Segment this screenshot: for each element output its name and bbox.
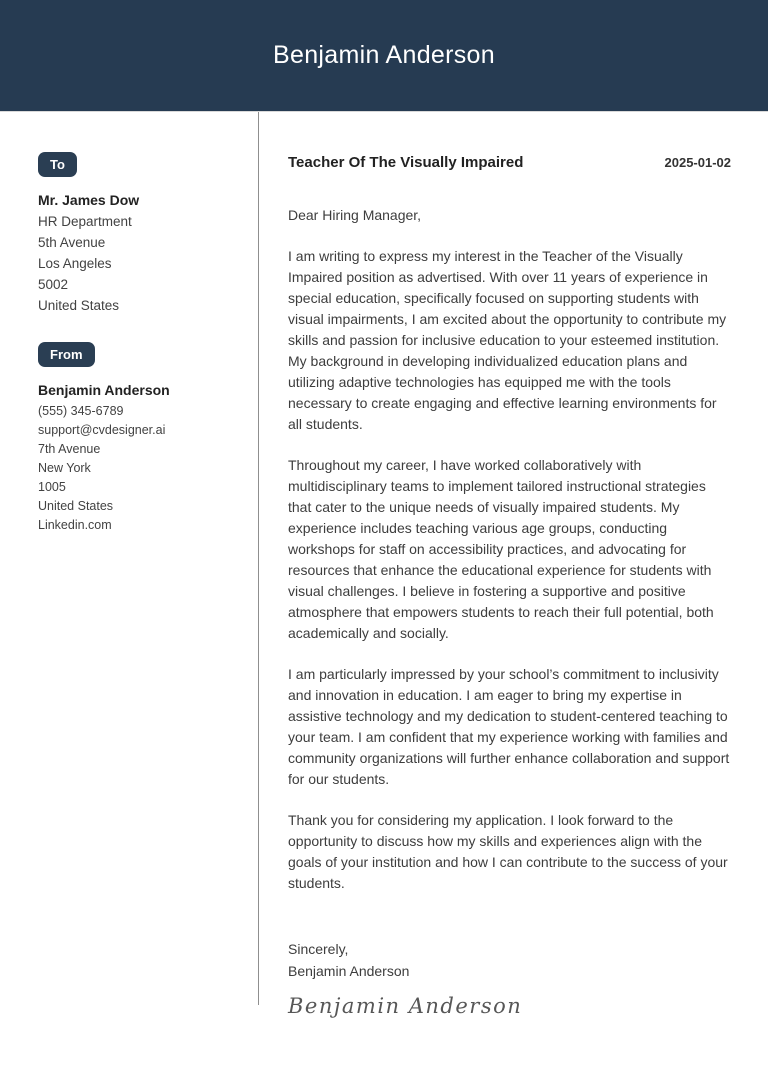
sender-email: support@cvdesigner.ai (38, 423, 166, 437)
recipient-postcode: 5002 (38, 277, 69, 292)
letter-title-row (288, 154, 731, 171)
sender-street: 7th Avenue (38, 442, 101, 456)
recipient-city: Los Angeles (38, 256, 112, 271)
closing-block (288, 938, 731, 1018)
page-header (0, 0, 768, 112)
sender-country: United States (38, 499, 114, 513)
recipient-name: Mr. James Dow (38, 192, 140, 208)
paragraph-motivation: I am particularly impressed by your school’s commitment to inclusivity and innovation in education. I am eager to bring my expertise in assistive technology and my dedication to student-centered teaching to your team. I am confident that my experience working with families and community organizations will further enhance collaboration and support for our students. (288, 666, 730, 787)
sender-block (38, 342, 244, 535)
sender-name: Benjamin Anderson (38, 382, 170, 398)
handwritten-signature: Benjamin Anderson (288, 994, 523, 1018)
to-badge: To (38, 152, 77, 177)
paragraph-experience: Throughout my career, I have worked collaboratively with multidisciplinary teams to implement tailored instructional strategies that cater to the unique needs of visually impaired students. My experience includes teaching various age groups, conducting workshops for staff on accessibility practices, and advocating for resources that enhance the educational experience for students with visual challenges. I believe in fostering a supportive and positive atmosphere that empowers students to reach their full potential, both academically and socially. (288, 457, 714, 641)
from-badge: From (38, 342, 95, 367)
valediction: Sincerely, (288, 941, 349, 957)
job-title: Teacher Of The Visually Impaired (288, 154, 524, 171)
sender-postcode: 1005 (38, 480, 66, 494)
paragraph-intro: I am writing to express my interest in the Teacher of the Visually Impaired position as advertised. With over 11 years of experience in special education, specifically focused on supporting students with visual impairments, I am excited about the opportunity to contribute my skills and passion for inclusive education to your esteemed institution. My background in developing individualized education plans and utilizing adaptive technologies has equipped me with the tools necessary to create engaging and effective learning environments for all students. (288, 248, 727, 432)
sender-linkedin: Linkedin.com (38, 518, 112, 532)
paragraph-thanks: Thank you for considering my application. I look forward to the opportunity to discuss how my skills and experiences align with the goals of your institution and how I can contribute to the success of your students. (288, 812, 728, 891)
header-name: Benjamin Anderson (273, 41, 495, 69)
recipient-block (38, 152, 244, 316)
letter-date: 2025-01-02 (664, 155, 731, 170)
recipient-department: HR Department (38, 214, 132, 229)
closing-name: Benjamin Anderson (288, 963, 410, 979)
letter-body (259, 112, 768, 1018)
salutation: Dear Hiring Manager, (288, 207, 422, 223)
recipient-country: United States (38, 298, 120, 313)
sender-phone: (555) 345-6789 (38, 404, 124, 418)
sender-city: New York (38, 461, 91, 475)
recipient-street: 5th Avenue (38, 235, 106, 250)
content-area (0, 112, 768, 1018)
sidebar (0, 112, 258, 1018)
